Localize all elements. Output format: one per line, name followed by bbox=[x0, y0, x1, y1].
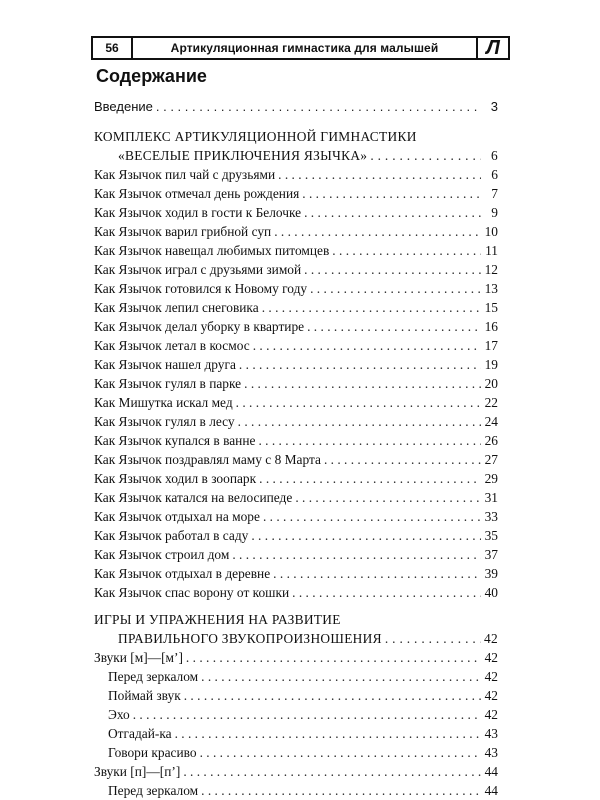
toc-entry-page: 17 bbox=[484, 338, 498, 353]
dot-leader bbox=[244, 374, 481, 393]
toc-entry-page: 40 bbox=[484, 585, 498, 600]
toc-entry bbox=[94, 279, 498, 298]
toc-title: Содержание bbox=[96, 66, 207, 86]
dot-leader bbox=[370, 146, 481, 165]
toc-entry-page: 39 bbox=[484, 566, 498, 581]
toc-entry-title: Как Язычок играл с друзьями зимой bbox=[94, 262, 302, 277]
dot-leader bbox=[200, 743, 481, 762]
toc-entry-page: 6 bbox=[491, 148, 498, 163]
toc-entry-page: 11 bbox=[485, 243, 498, 258]
toc-entry-page: 19 bbox=[484, 357, 498, 372]
dot-leader bbox=[133, 705, 481, 724]
toc-entry bbox=[94, 241, 498, 260]
toc-entry bbox=[94, 724, 498, 743]
toc-entry-title: Как Язычок летал в космос bbox=[94, 338, 250, 353]
section1-title-line1: КОМПЛЕКС АРТИКУЛЯЦИОННОЙ ГИМНАСТИКИ bbox=[94, 129, 417, 144]
group2-items bbox=[94, 781, 498, 800]
toc-entry-page: 15 bbox=[484, 300, 498, 315]
toc-entry-page: 16 bbox=[484, 319, 498, 334]
dot-leader bbox=[304, 260, 481, 279]
toc-entry-title: Как Язычок гулял в лесу bbox=[94, 414, 235, 429]
section2-title-line1: ИГРЫ И УПРАЖНЕНИЯ НА РАЗВИТИЕ bbox=[94, 612, 341, 627]
toc-entry-title: Как Язычок строил дом bbox=[94, 547, 230, 562]
page-header bbox=[91, 36, 510, 60]
toc-entry-page: 44 bbox=[484, 783, 498, 798]
toc-entry-intro bbox=[94, 97, 498, 119]
toc-entry-page: 7 bbox=[491, 186, 498, 201]
dot-leader bbox=[304, 203, 481, 222]
dot-leader bbox=[332, 241, 481, 260]
toc-entry-page: 43 bbox=[484, 726, 498, 741]
toc-entry bbox=[94, 298, 498, 317]
dot-leader bbox=[201, 781, 481, 800]
toc-entry-title: Перед зеркалом bbox=[108, 783, 199, 798]
dot-leader bbox=[307, 317, 481, 336]
toc-entry bbox=[94, 260, 498, 279]
toc-entry bbox=[94, 667, 498, 686]
toc-entry-title: Как Язычок отдыхал на море bbox=[94, 509, 260, 524]
table-of-contents bbox=[94, 97, 498, 800]
dot-leader bbox=[183, 762, 481, 781]
toc-entry bbox=[94, 336, 498, 355]
toc-entry bbox=[94, 374, 498, 393]
toc-entry-page: 13 bbox=[484, 281, 498, 296]
toc-entry-title: Поймай звук bbox=[108, 688, 181, 703]
toc-entry-title: Как Язычок купался в ванне bbox=[94, 433, 256, 448]
toc-entry-page: 22 bbox=[484, 395, 498, 410]
dot-leader bbox=[258, 431, 481, 450]
toc-entry-page: 43 bbox=[484, 745, 498, 760]
dot-leader bbox=[239, 355, 481, 374]
toc-entry-title: Как Язычок нашел друга bbox=[94, 357, 236, 372]
toc-entry-title: Введение bbox=[94, 99, 153, 114]
toc-entry-title: Как Язычок пил чай с друзьями bbox=[94, 167, 276, 182]
dot-leader bbox=[385, 629, 481, 648]
dot-leader bbox=[251, 526, 481, 545]
toc-entry-title: Как Язычок спас ворону от кошки bbox=[94, 585, 290, 600]
toc-entry-page: 24 bbox=[484, 414, 498, 429]
dot-leader bbox=[274, 222, 481, 241]
toc-entry-title: Как Мишутка искал мед bbox=[94, 395, 233, 410]
toc-entry-page: 9 bbox=[491, 205, 498, 220]
toc-entry-page: 26 bbox=[484, 433, 498, 448]
toc-entry-page: 42 bbox=[484, 669, 498, 684]
toc-entry-title: Эхо bbox=[108, 707, 130, 722]
toc-entry-page: 20 bbox=[484, 376, 498, 391]
toc-entry-title: Звуки [п]—[п’] bbox=[94, 764, 181, 779]
dot-leader bbox=[310, 279, 481, 298]
dot-leader bbox=[156, 97, 481, 116]
toc-entry-page: 37 bbox=[484, 547, 498, 562]
dot-leader bbox=[262, 298, 481, 317]
group1-heading bbox=[94, 648, 498, 667]
toc-entry-title: Как Язычок работал в саду bbox=[94, 528, 249, 543]
toc-entry bbox=[94, 203, 498, 222]
toc-entry bbox=[94, 222, 498, 241]
dot-leader bbox=[184, 686, 481, 705]
toc-entry-page: 42 bbox=[484, 631, 498, 646]
toc-entry-title: Как Язычок готовился к Новому году bbox=[94, 281, 308, 296]
toc-entry bbox=[94, 507, 498, 526]
toc-entry-page: 10 bbox=[484, 224, 498, 239]
toc-entry bbox=[94, 431, 498, 450]
toc-entry-title: Перед зеркалом bbox=[108, 669, 199, 684]
toc-entry bbox=[94, 781, 498, 800]
toc-entry bbox=[94, 355, 498, 374]
toc-entry-title: Звуки [м]—[м’] bbox=[94, 650, 183, 665]
toc-entry-page: 27 bbox=[484, 452, 498, 467]
toc-entry bbox=[94, 743, 498, 762]
dot-leader bbox=[236, 393, 481, 412]
toc-entry-page: 42 bbox=[484, 650, 498, 665]
dot-leader bbox=[263, 507, 481, 526]
toc-entry bbox=[94, 545, 498, 564]
toc-entry-title: Как Язычок катался на велосипеде bbox=[94, 490, 293, 505]
toc-entry-title: Как Язычок ходил в зоопарк bbox=[94, 471, 257, 486]
dot-leader bbox=[201, 667, 481, 686]
toc-entry bbox=[94, 469, 498, 488]
toc-entry bbox=[94, 526, 498, 545]
toc-entry-title: Как Язычок отмечал день рождения bbox=[94, 186, 300, 201]
toc-entry bbox=[94, 705, 498, 724]
group2-heading bbox=[94, 762, 498, 781]
toc-entry-page: 12 bbox=[484, 262, 498, 277]
toc-entry bbox=[94, 412, 498, 431]
toc-entry bbox=[94, 393, 498, 412]
toc-entry-page: 3 bbox=[490, 99, 498, 114]
dot-leader bbox=[324, 450, 481, 469]
toc-entry-title: Как Язычок ходил в гости к Белочке bbox=[94, 205, 302, 220]
toc-entry-title: Как Язычок гулял в парке bbox=[94, 376, 242, 391]
dot-leader bbox=[253, 336, 481, 355]
toc-entry bbox=[94, 686, 498, 705]
dot-leader bbox=[175, 724, 481, 743]
toc-entry-page: 33 bbox=[484, 509, 498, 524]
toc-entry bbox=[94, 488, 498, 507]
dot-leader bbox=[232, 545, 481, 564]
dot-leader bbox=[278, 165, 481, 184]
page-number: 56 bbox=[93, 38, 133, 58]
dot-leader bbox=[238, 412, 481, 431]
toc-entry bbox=[94, 583, 498, 602]
toc-entry-title: Как Язычок варил грибной суп bbox=[94, 224, 272, 239]
dot-leader bbox=[292, 583, 481, 602]
section1-title-line2 bbox=[94, 146, 498, 165]
toc-entry-title: Как Язычок поздравлял маму с 8 Марта bbox=[94, 452, 321, 467]
dot-leader bbox=[302, 184, 481, 203]
group1-items bbox=[94, 667, 498, 762]
toc-entry-title: Как Язычок навещал любимых питомцев bbox=[94, 243, 330, 258]
section2-title-line2 bbox=[94, 629, 498, 648]
toc-entry-page: 6 bbox=[491, 167, 498, 182]
dot-leader bbox=[295, 488, 481, 507]
toc-entry bbox=[94, 564, 498, 583]
toc-entry-page: 42 bbox=[484, 707, 498, 722]
dot-leader bbox=[259, 469, 481, 488]
section-letter: Л bbox=[476, 38, 508, 58]
toc-entry-page: 44 bbox=[484, 764, 498, 779]
toc-entry bbox=[94, 165, 498, 184]
toc-entry-title: Как Язычок делал уборку в квартире bbox=[94, 319, 305, 334]
toc-entry bbox=[94, 450, 498, 469]
toc-entry-title: ПРАВИЛЬНОГО ЗВУКОПРОИЗНОШЕНИЯ bbox=[118, 631, 382, 646]
running-title: Артикуляционная гимнастика для малышей bbox=[170, 41, 439, 55]
dot-leader bbox=[273, 564, 481, 583]
toc-entry-page: 31 bbox=[484, 490, 498, 505]
toc-entry-title: Отгадай-ка bbox=[108, 726, 172, 741]
toc-entry bbox=[94, 317, 498, 336]
toc-entry-page: 35 bbox=[484, 528, 498, 543]
section1-items bbox=[94, 165, 498, 602]
toc-entry-page: 42 bbox=[484, 688, 498, 703]
toc-entry-page: 29 bbox=[484, 471, 498, 486]
toc-entry-title: Говори красиво bbox=[108, 745, 197, 760]
toc-entry-title: Как Язычок отдыхал в деревне bbox=[94, 566, 271, 581]
toc-entry bbox=[94, 184, 498, 203]
toc-entry-title: «ВЕСЕЛЫЕ ПРИКЛЮЧЕНИЯ ЯЗЫЧКА» bbox=[118, 148, 368, 163]
dot-leader bbox=[186, 648, 481, 667]
toc-entry-title: Как Язычок лепил снеговика bbox=[94, 300, 259, 315]
